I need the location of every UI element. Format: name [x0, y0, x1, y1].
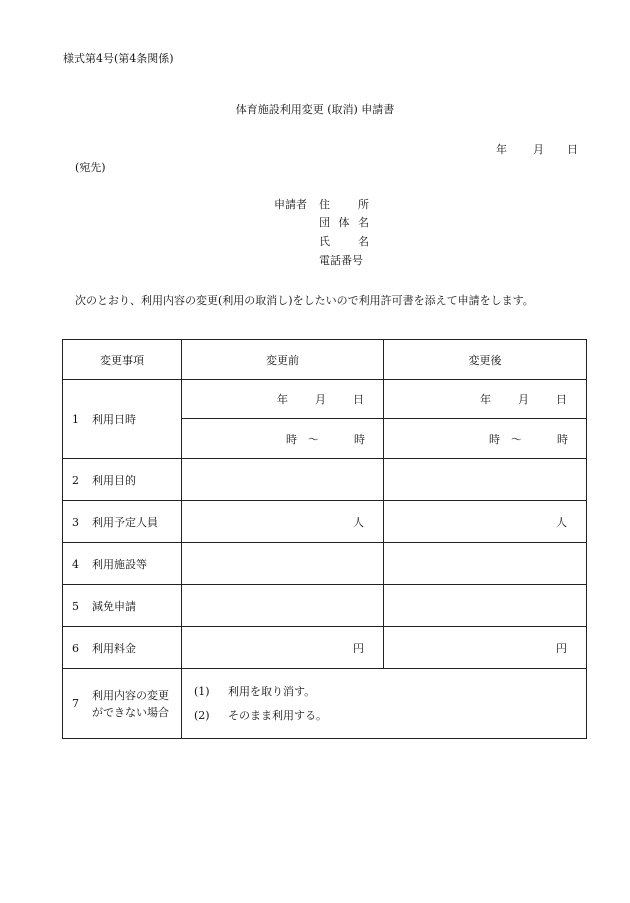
- name-char-1: 氏: [319, 235, 330, 248]
- option-text: そのまま利用する。: [228, 709, 327, 722]
- intro-text: 次のとおり、利用内容の変更(利用の取消し)をしたいので利用許可書を添えて申請をします。: [75, 294, 534, 307]
- form-number: 様式第4号(第4条関係): [63, 52, 174, 65]
- row-number: 7: [72, 697, 79, 710]
- header-after: 変更後: [384, 340, 587, 380]
- tilde-char: 〜: [511, 432, 522, 446]
- option-text: 利用を取り消す。: [228, 685, 316, 698]
- options-cell: [182, 669, 587, 739]
- change-request-table: [62, 339, 587, 739]
- year-char: 年: [480, 393, 491, 406]
- date-year-label: 年: [496, 143, 507, 156]
- row-label-reduction: [63, 585, 182, 627]
- after-fee-cell[interactable]: [384, 627, 587, 669]
- table-row: [63, 380, 587, 419]
- table-row: [63, 585, 587, 627]
- document-title: 体育施設利用変更 (取消) 申請書: [235, 103, 395, 116]
- month-char: 月: [518, 393, 529, 406]
- addressee-label: (宛先): [75, 161, 106, 174]
- option-number: (2): [194, 709, 210, 722]
- applicant-label: 申請者: [274, 198, 307, 211]
- row-label-text: 利用施設等: [92, 557, 147, 571]
- after-attendees-cell[interactable]: [384, 501, 587, 543]
- header-item: 変更事項: [63, 340, 182, 380]
- before-fee-cell[interactable]: [182, 627, 384, 669]
- after-date-cell[interactable]: [384, 380, 587, 419]
- after-facility-cell[interactable]: [384, 543, 587, 585]
- hour-from-char: 時: [489, 432, 500, 446]
- option-keep[interactable]: [194, 704, 586, 728]
- table-row: [63, 627, 587, 669]
- applicant-address-label: [319, 196, 369, 212]
- before-facility-cell[interactable]: [182, 543, 384, 585]
- group-char-1: 団: [319, 216, 330, 229]
- person-unit: 人: [556, 515, 567, 529]
- row-label-fee: [63, 627, 182, 669]
- row-label-text: 利用予定人員: [92, 515, 158, 529]
- row-label-purpose: [63, 459, 182, 501]
- date-day-label: 日: [567, 143, 578, 156]
- phone-label-text: 電話番号: [319, 254, 363, 267]
- header-before: 変更前: [182, 340, 384, 380]
- after-time-cell[interactable]: [384, 419, 587, 459]
- year-char: 年: [277, 393, 288, 406]
- row-label-cannot-change: [63, 669, 182, 739]
- row-label-text: 利用日時: [92, 413, 136, 426]
- name-char-2: 名: [358, 235, 369, 248]
- applicant-name-label: [319, 233, 369, 249]
- address-char-1: 住: [319, 198, 330, 211]
- table-row: [63, 543, 587, 585]
- row-label-line-2: ができない場合: [92, 705, 169, 719]
- table-row: [63, 669, 587, 739]
- before-date-cell[interactable]: [182, 380, 384, 419]
- address-char-2: 所: [358, 198, 369, 211]
- row-label-line-1: 利用内容の変更: [92, 688, 169, 702]
- month-char: 月: [315, 393, 326, 406]
- option-number: (1): [194, 685, 210, 698]
- yen-unit: 円: [353, 641, 364, 655]
- row-number: 2: [72, 473, 79, 487]
- group-char-3: 名: [358, 216, 369, 229]
- yen-unit: 円: [556, 641, 567, 655]
- hour-from-char: 時: [286, 432, 297, 446]
- row-number: 5: [72, 599, 79, 613]
- table-header-row: [63, 340, 587, 380]
- hour-to-char: 時: [557, 432, 568, 446]
- group-char-2: 体: [338, 216, 350, 229]
- row-label-facility: [63, 543, 182, 585]
- row-number: 4: [72, 557, 79, 571]
- table-row: [63, 501, 587, 543]
- tilde-char: 〜: [308, 432, 319, 446]
- after-purpose-cell[interactable]: [384, 459, 587, 501]
- applicant-phone-label: [319, 252, 369, 268]
- row-number: 6: [72, 641, 79, 655]
- option-cancel[interactable]: [194, 680, 586, 704]
- hour-to-char: 時: [354, 432, 365, 446]
- before-attendees-cell[interactable]: [182, 501, 384, 543]
- person-unit: 人: [353, 515, 364, 529]
- before-purpose-cell[interactable]: [182, 459, 384, 501]
- row-label-attendees: [63, 501, 182, 543]
- before-reduction-cell[interactable]: [182, 585, 384, 627]
- date-month-label: 月: [533, 143, 544, 156]
- table-row: [63, 459, 587, 501]
- row-number: 3: [72, 515, 79, 529]
- before-time-cell[interactable]: [182, 419, 384, 459]
- row-label-text: 減免申請: [92, 599, 136, 613]
- day-char: 日: [556, 393, 567, 406]
- row-label-usage-datetime: [63, 380, 182, 459]
- row-label-text: 利用目的: [92, 473, 136, 487]
- after-reduction-cell[interactable]: [384, 585, 587, 627]
- row-number: 1: [72, 413, 79, 426]
- applicant-group-label: [319, 214, 369, 230]
- row-label-text: 利用料金: [92, 641, 136, 655]
- day-char: 日: [353, 393, 364, 406]
